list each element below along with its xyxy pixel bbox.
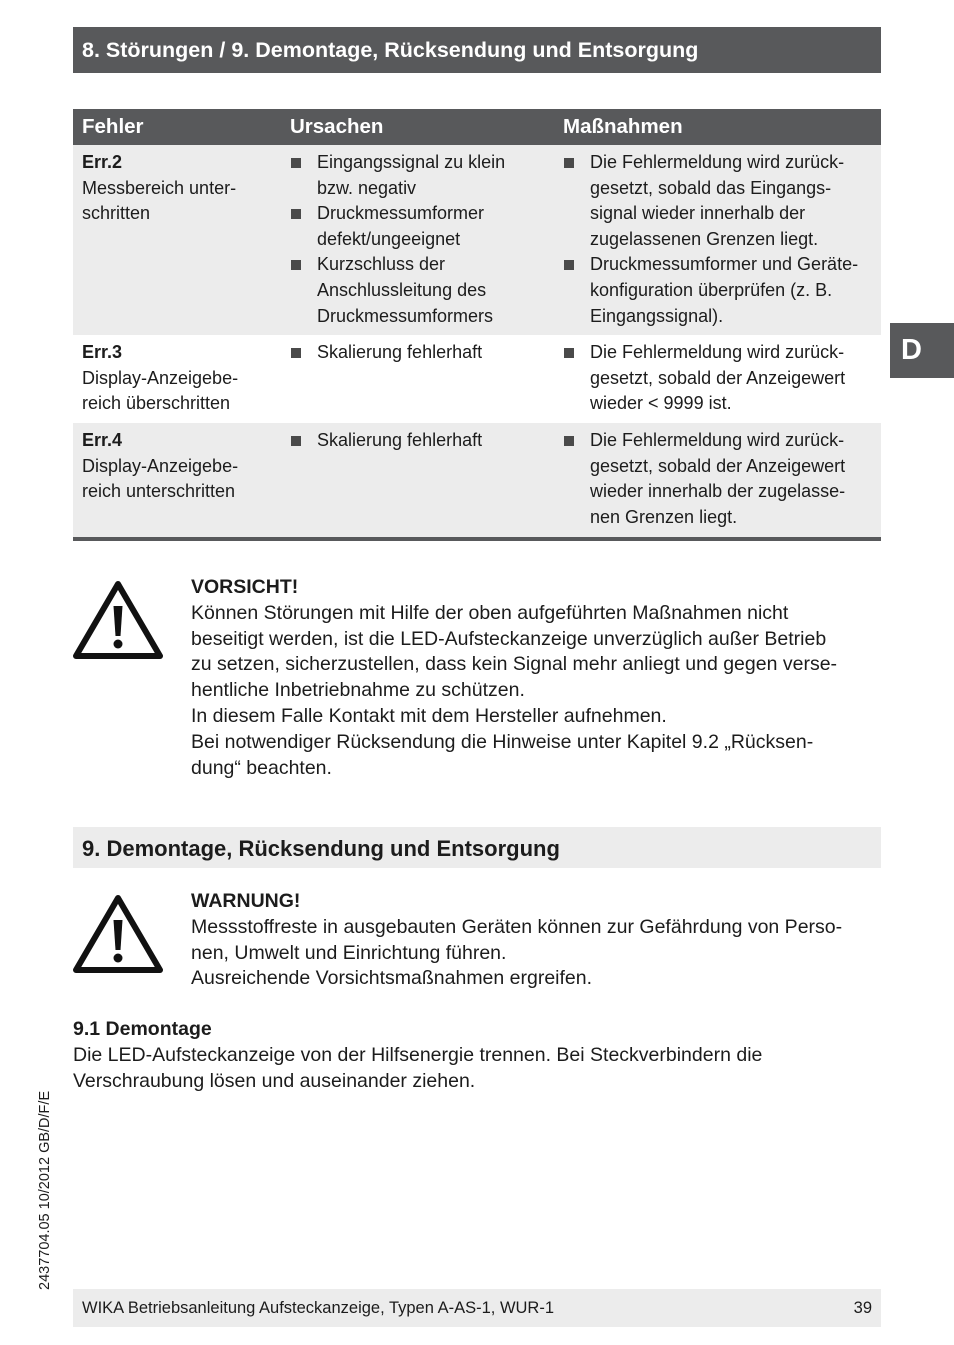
- list-item-line: defekt/ungeeignet: [317, 228, 461, 249]
- warning-text-line: nen, Umwelt und Einrichtung führen.: [191, 941, 507, 964]
- column-header-fehler: Fehler: [73, 109, 281, 145]
- measures-cell: [554, 423, 881, 539]
- list-item-line: Eingangssignal).: [590, 305, 724, 326]
- warning-triangle-icon: [73, 580, 163, 660]
- caution-text-line: In diesem Falle Kontakt mit dem Hersteller aufnehmen.: [191, 704, 667, 727]
- subsection-body: [73, 1043, 881, 1095]
- causes-list: [290, 340, 545, 366]
- caution-text-line: hentliche Inbetriebnahme zu schützen.: [191, 679, 525, 702]
- list-item-line: konfiguration überprüfen (z. B.: [590, 279, 833, 300]
- causes-list: [290, 428, 545, 454]
- caution-text-line: Bei notwendiger Rücksendung die Hinweise unter Kapitel 9.2 „Rücksen-: [191, 730, 814, 753]
- causes-cell: [281, 335, 554, 423]
- list-item-line: wieder innerhalb der zugelasse-: [590, 481, 846, 502]
- body-text-line: Die LED-Aufsteckanzeige von der Hilfsenergie trennen. Bei Steckverbindern die: [73, 1044, 763, 1066]
- column-header-ursachen: Ursachen: [281, 109, 554, 145]
- footer-text: WIKA Betriebsanleitung Aufsteckanzeige, Typen A-AS-1, WUR-1: [82, 1299, 555, 1317]
- list-item-line: wieder < 9999 ist.: [590, 393, 732, 414]
- list-item-line: nen Grenzen liegt.: [590, 506, 738, 527]
- list-item: [563, 150, 872, 252]
- chapter-header: [73, 27, 881, 73]
- list-item: [563, 340, 872, 417]
- warning-triangle-icon: [73, 894, 163, 974]
- causes-cell: [281, 145, 554, 335]
- error-description-line: reich überschritten: [82, 393, 231, 414]
- error-description-line: Messbereich unter-: [82, 177, 237, 198]
- warning-title: WARNUNG!: [191, 890, 301, 912]
- column-header-massnahmen: Maßnahmen: [554, 109, 881, 145]
- subsection-title: 9.1 Demontage: [73, 1018, 212, 1040]
- language-tab: [890, 323, 954, 378]
- list-item: [290, 150, 545, 201]
- list-item-line: Druckmessumformer: [317, 203, 485, 224]
- body-text-line: Verschraubung lösen und auseinander ziehen.: [73, 1069, 476, 1092]
- page-footer: [73, 1289, 881, 1327]
- warning-note: [191, 889, 881, 992]
- measures-list: [563, 428, 872, 530]
- error-description-line: Display-Anzeigebe-: [82, 455, 239, 476]
- list-item: [290, 201, 545, 252]
- error-code: Err.2: [82, 152, 123, 172]
- error-code: Err.3: [82, 342, 123, 363]
- list-item-line: Die Fehlermeldung wird zurück-: [590, 152, 845, 172]
- list-item-line: signal wieder innerhalb der: [590, 203, 806, 224]
- list-item-line: zugelassenen Grenzen liegt.: [590, 228, 819, 249]
- list-item: [290, 340, 545, 366]
- chapter-title: 8. Störungen / 9. Demontage, Rücksendung und Entsorgung: [82, 38, 699, 62]
- error-cell: [73, 335, 281, 423]
- caution-note: [191, 575, 881, 781]
- list-item-line: Skalierung fehlerhaft: [317, 342, 483, 363]
- measures-list: [563, 340, 872, 417]
- error-table: [73, 109, 881, 541]
- list-item: [563, 428, 872, 530]
- list-item: [290, 252, 545, 329]
- list-item: [563, 252, 872, 329]
- table-header-row: [73, 109, 881, 145]
- list-item-line: gesetzt, sobald der Anzeigewert: [590, 455, 846, 476]
- language-tab-label: D: [901, 334, 922, 366]
- error-code: Err.4: [82, 429, 123, 450]
- caution-text-line: beseitigt werden, ist die LED-Aufsteckanzeige unverzüglich außer Betrieb: [191, 627, 827, 650]
- list-item-line: Die Fehlermeldung wird zurück-: [590, 429, 845, 450]
- section-title: 9. Demontage, Rücksendung und Entsorgung: [82, 836, 560, 861]
- warning-text-line: Ausreichende Vorsichtsmaßnahmen ergreifen.: [191, 967, 593, 990]
- table-row: [73, 145, 881, 335]
- caution-title: VORSICHT!: [191, 576, 299, 598]
- error-description-line: schritten: [82, 203, 151, 224]
- list-item-line: Die Fehlermeldung wird zurück-: [590, 342, 845, 363]
- measures-list: [563, 150, 872, 329]
- list-item-line: Druckmessumformers: [317, 305, 494, 326]
- caution-text-line: Können Störungen mit Hilfe der oben aufgeführten Maßnahmen nicht: [191, 601, 789, 624]
- list-item-line: Skalierung fehlerhaft: [317, 429, 483, 450]
- table-row: [73, 335, 881, 423]
- caution-text-line: dung“ beachten.: [191, 756, 332, 779]
- table-row: [73, 423, 881, 539]
- measures-cell: [554, 145, 881, 335]
- caution-text-line: zu setzen, sicherzustellen, dass kein Signal mehr anliegt und gegen verse-: [191, 653, 838, 676]
- list-item: [290, 428, 545, 454]
- section-heading: [73, 827, 881, 868]
- error-cell: [73, 145, 281, 335]
- list-item-line: Kurzschluss der: [317, 254, 446, 275]
- list-item-line: gesetzt, sobald das Eingangs-: [590, 177, 832, 198]
- list-item-line: bzw. negativ: [317, 177, 417, 198]
- warning-text-line: Messstoffreste in ausgebauten Geräten können zur Gefährdung von Perso-: [191, 915, 843, 938]
- list-item-line: Eingangssignal zu klein: [317, 152, 506, 172]
- list-item-line: gesetzt, sobald der Anzeigewert: [590, 367, 846, 388]
- document-code: 2437704.05 10/2012 GB/D/F/E: [37, 1090, 53, 1290]
- list-item-line: Anschlussleitung des: [317, 279, 487, 300]
- page-number: 39: [853, 1299, 872, 1317]
- error-description-line: reich unterschritten: [82, 481, 236, 502]
- measures-cell: [554, 335, 881, 423]
- error-cell: [73, 423, 281, 539]
- list-item-line: Druckmessumformer und Geräte-: [590, 254, 859, 275]
- causes-list: [290, 150, 545, 329]
- causes-cell: [281, 423, 554, 539]
- error-description-line: Display-Anzeigebe-: [82, 367, 239, 388]
